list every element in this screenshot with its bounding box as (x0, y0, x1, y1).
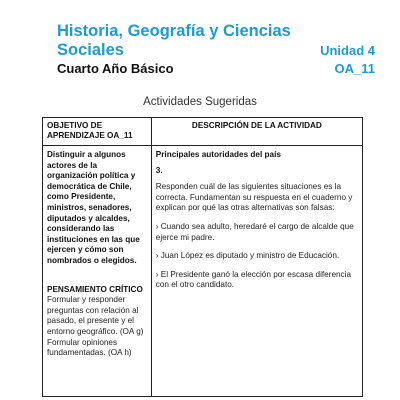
activity-cell (151, 146, 362, 397)
table-row (43, 146, 363, 397)
unit-label: Unidad 4 (320, 43, 375, 58)
activity-header-cell (151, 118, 362, 146)
activities-table (42, 117, 363, 397)
subject-title: Historia, Geografía y Ciencias Sociales (57, 22, 291, 59)
grade-label: Cuarto Año Básico (57, 61, 174, 76)
activity-instructions: Responden cuál de las siguientes situaciones es la correcta. Fundamentan su respuesta en el cuaderno y explican por qué las otras alternativas son falsas: (155, 182, 353, 213)
activity-column-header: DESCRIPCIÓN DE LA ACTIVIDAD (191, 121, 322, 130)
objective-column-header: OBJETIVO DE APRENDIZAJE OA_11 (47, 121, 133, 140)
table-header-row (43, 118, 363, 146)
section-title: Actividades Sugeridas (143, 96, 257, 108)
oa-code: OA_11 (334, 61, 375, 76)
skill-item: Formular y responder preguntas con relación al pasado, el presente y el entorno geográfico. (OA g) (47, 295, 144, 336)
activity-title: Principales autoridades del país (155, 150, 281, 159)
document-header (57, 22, 375, 76)
objective-text: Distinguir a algunos actores de la organización política y democrática de Chile, como Presidente, ministros, senadores, diputados y alcaldes, considerando las instituciones en las que ejercen y cómo son nombrados o elegidos. (47, 150, 140, 265)
skill-item: Formular opiniones fundamentadas. (OA h) (47, 337, 132, 358)
skills-title: PENSAMIENTO CRÍTICO (47, 284, 143, 294)
activity-option: › Cuando sea adulto, heredaré el cargo de alcalde que ejerce mi padre. (155, 221, 354, 242)
objective-header-cell (43, 118, 152, 146)
activity-number: 3. (155, 165, 163, 175)
activity-option: › Juan López es diputado y ministro de Educación. (155, 251, 340, 261)
activity-option: › El Presidente ganó la elección por escasa diferencia con el otro candidato. (155, 269, 352, 290)
objective-cell (43, 146, 152, 397)
